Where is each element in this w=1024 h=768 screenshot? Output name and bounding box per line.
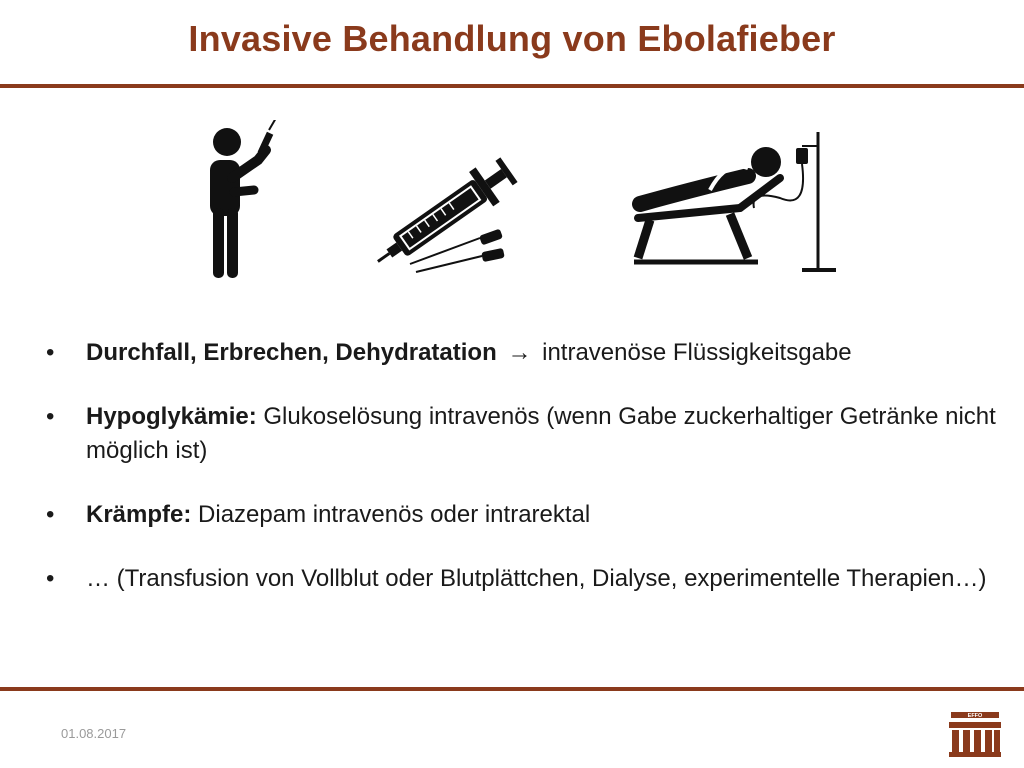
bullet-text: intravenöse Flüssigkeitsgabe: [542, 339, 852, 366]
bullet-item-cramps: [44, 498, 1004, 532]
footer-divider: [0, 687, 1024, 691]
bullet-heading: Hypoglykämie:: [86, 403, 257, 430]
title-divider: [0, 84, 1024, 88]
bullet-dot: •: [46, 403, 55, 430]
patient-infusion-icon: [630, 120, 845, 280]
bullet-text: … (Transfusion von Vollblut oder Blutplättchen, Dialyse, experimentelle Therapien…): [86, 565, 987, 592]
arrow-right-icon: →: [507, 339, 532, 366]
bullet-text: Diazepam intravenös oder intrarektal: [198, 501, 591, 528]
effo-logo: [948, 708, 1002, 763]
bullet-dot: •: [46, 339, 55, 366]
bullet-text: Glukoselösung intravenös (wenn Gabe zuckerhaltiger Getränke nicht möglich ist): [86, 403, 996, 464]
icon-row: [0, 110, 1024, 300]
bullet-list: [44, 336, 1004, 626]
bullet-dot: •: [46, 565, 55, 592]
bullet-item-dehydration: [44, 336, 1004, 370]
slide-title: Invasive Behandlung von Ebolafieber: [188, 18, 836, 59]
doctor-with-syringe-icon: [196, 120, 296, 285]
footer-date: 01.08.2017: [61, 726, 127, 741]
bullet-dot: •: [46, 501, 55, 528]
bullet-heading: Durchfall, Erbrechen, Dehydratation: [86, 339, 497, 366]
bullet-item-other: [44, 562, 1004, 596]
syringe-and-needles-icon: [370, 146, 530, 276]
svg-text:EFFO: EFFO: [967, 713, 983, 719]
bullet-item-hypoglycemia: [44, 400, 1004, 468]
bullet-heading: Krämpfe:: [86, 501, 192, 528]
